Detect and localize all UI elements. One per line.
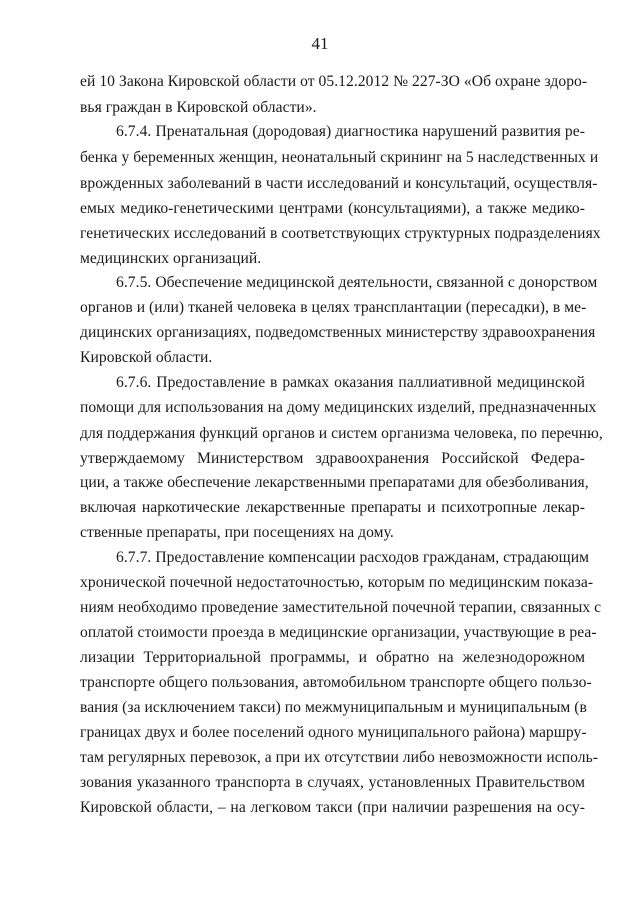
text-line: вания (за исключением такси) по межмуниципальным и муниципальным (в bbox=[80, 699, 587, 716]
text-line: медицинских организаций. bbox=[80, 250, 262, 267]
text-line: ей 10 Закона Кировской области от 05.12.2012 № 227-ЗО «Об охране здоро- bbox=[80, 73, 588, 90]
text-line: емых медико-генетическими центрами (консультациями), а также медико- bbox=[80, 200, 585, 217]
text-line: бенка у беременных женщин, неонатальный скрининг на 5 наследственных и bbox=[80, 149, 599, 166]
text-line: там регулярных перевозок, а при их отсутствии либо невозможности исполь- bbox=[80, 749, 598, 766]
paragraph-6-7-7-start: 6.7.7. Предоставление компенсации расходов гражданам, страдающим bbox=[116, 549, 590, 566]
text-line: дицинских организациях, подведомственных министерству здравоохранения bbox=[80, 324, 596, 341]
text-line: оплатой стоимости проезда в медицинские организации, участвующие в реа- bbox=[80, 624, 597, 641]
text-line: лизации Территориальной программы, и обратно на железнодорожном bbox=[80, 649, 585, 666]
text-line: включая наркотические лекарственные препараты и психотропные лекар- bbox=[80, 499, 585, 516]
text-line: для поддержания функций органов и систем организма человека, по перечню, bbox=[80, 425, 603, 442]
text-line: вья граждан в Кировской области». bbox=[80, 99, 317, 116]
paragraph-6-7-4-start: 6.7.4. Пренатальная (дородовая) диагностика нарушений развития ре- bbox=[116, 123, 585, 140]
text-line: Кировской области, – на легковом такси (при наличии разрешения на осу- bbox=[80, 799, 585, 816]
text-line: Кировской области. bbox=[80, 349, 213, 366]
paragraph-6-7-5-start: 6.7.5. Обеспечение медицинской деятельности, связанной с донорством bbox=[116, 274, 598, 291]
text-line: врожденных заболеваний в части исследований и консультаций, осуществля- bbox=[80, 175, 598, 192]
text-line: хронической почечной недостаточностью, которым по медицинским показа- bbox=[80, 574, 594, 591]
text-line: органов и (или) тканей человека в целях трансплантации (пересадки), в ме- bbox=[80, 299, 587, 316]
text-line: ниям необходимо проведение заместительной почечной терапии, связанных с bbox=[80, 599, 602, 616]
text-line: зования указанного транспорта в случаях, установленных Правительством bbox=[80, 774, 585, 791]
paragraph-6-7-6-start: 6.7.6. Предоставление в рамках оказания паллиативной медицинской bbox=[116, 374, 585, 391]
text-line: границах двух и более поселений одного муниципального района) маршру- bbox=[80, 724, 587, 741]
text-line: ственные препараты, при посещениях на дому. bbox=[80, 524, 394, 541]
text-line: генетических исследований в соответствующих структурных подразделениях bbox=[80, 225, 601, 242]
text-line: утверждаемому Министерством здравоохранения Российской Федера- bbox=[80, 450, 585, 467]
text-line: ции, а также обеспечение лекарственными препаратами для обезболивания, bbox=[80, 474, 589, 491]
text-line: транспорте общего пользования, автомобильном транспорте общего пользо- bbox=[80, 674, 592, 691]
page-number: 41 bbox=[311, 34, 329, 53]
text-line: помощи для использования на дому медицинских изделий, предназначенных bbox=[80, 399, 597, 416]
